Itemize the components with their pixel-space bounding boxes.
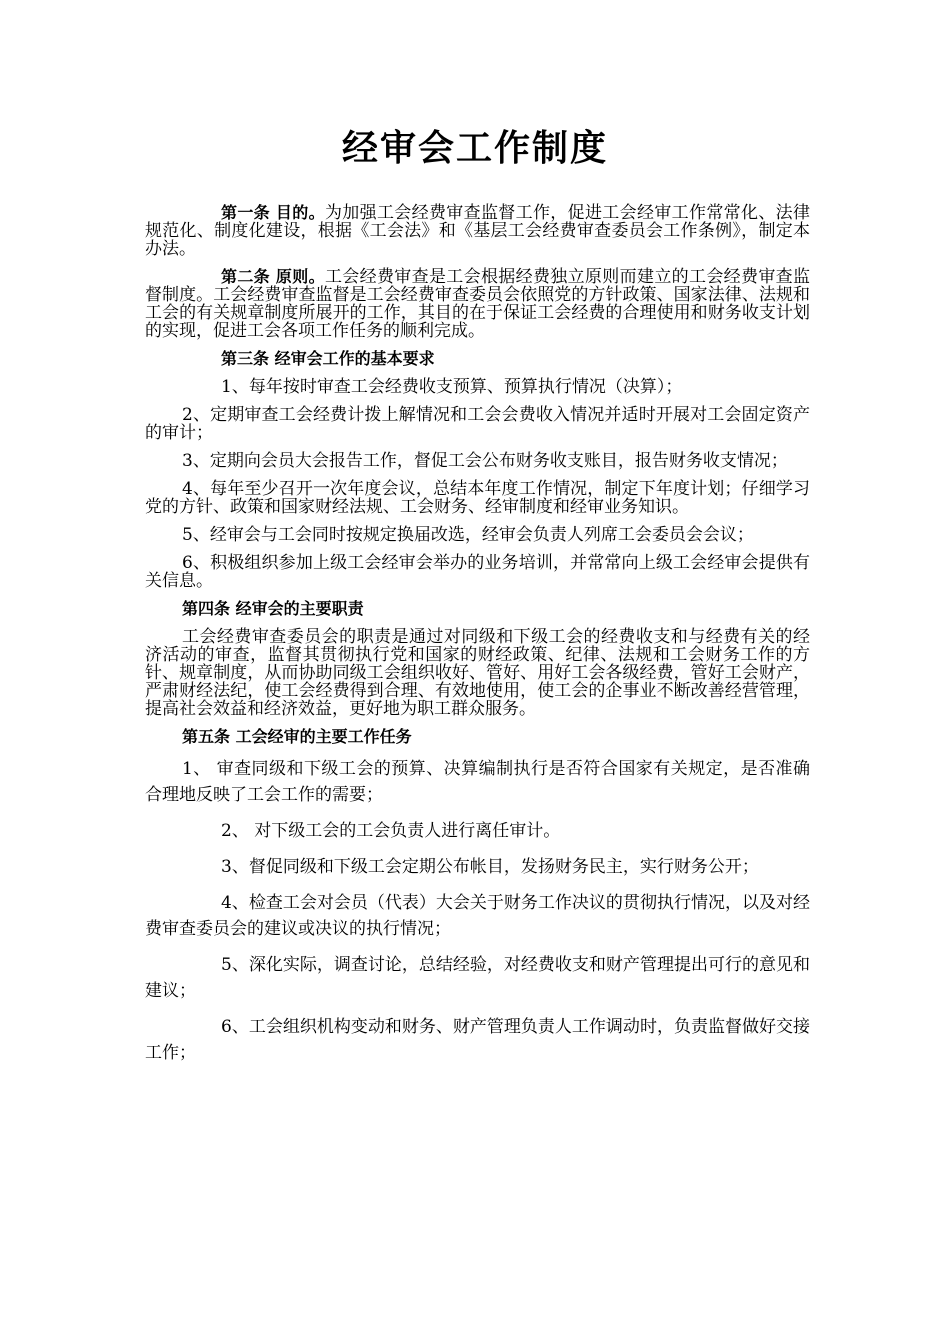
article-3-item: 1、每年按时审查工会经费收支预算、预算执行情况（决算）； xyxy=(221,377,683,397)
article-2 xyxy=(145,268,810,340)
article-3-item: 6、积极组织参加上级工会经审会举办的业务培训，并常常向上级工会经审会提供有关信息。 xyxy=(145,553,810,591)
article-3-heading: 第三条 经审会工作的基本要求 xyxy=(221,349,435,368)
article-3-item: 5、经审会与工会同时按规定换届改选，经审会负责人列席工会委员会会议； xyxy=(182,525,754,545)
article-5-item: 4、检查工会对会员（代表）大会关于财务工作决议的贯彻执行情况，以及对经费审查委员会的建议或决议的执行情况； xyxy=(145,893,810,939)
article-5-heading: 第五条 工会经审的主要工作任务 xyxy=(182,727,412,746)
document-body xyxy=(145,204,810,1076)
article-1-text: 为加强工会经费审查监督工作，促进工会经审工作常常化、法律规范化、制度化建设，根据《工会法》和《基层工会经费审查委员会工作条例》，制定本办法。 xyxy=(145,203,811,259)
document-title: 经审会工作制度 xyxy=(341,128,608,169)
article-5-item: 5、深化实际，调查讨论，总结经验，对经费收支和财产管理提出可行的意见和建议； xyxy=(145,955,810,1001)
article-4-text: 工会经费审查委员会的职责是通过对同级和下级工会的经费收支和与经费有关的经济活动的审查，监督其贯彻执行党和国家的财经政策、纪律、法规和工会财务工作的方针、规章制度，从而协助同级工会组织收好、管好、用好工会各级经费，管好工会财产，严肃财经法纪，使工会经费得到合理、有效地使用，使工会的企事业不断改善经营管理，提高社会效益和经济效益，更好地为职工群众服务。 xyxy=(145,627,810,719)
article-1-heading: 第一条 目的。 xyxy=(221,203,325,222)
article-5-item: 6、工会组织机构变动和财务、财产管理负责人工作调动时，负责监督做好交接工作； xyxy=(145,1017,810,1063)
article-3-item: 2、定期审查工会经费计拨上解情况和工会会费收入情况并适时开展对工会固定资产的审计； xyxy=(145,405,810,443)
article-3-item: 4、每年至少召开一次年度会议，总结本年度工作情况，制定下年度计划；仔细学习党的方针、政策和国家财经法规、工会财务、经审制度和经审业务知识。 xyxy=(145,479,810,517)
article-5-item: 2、 对下级工会的工会负责人进行离任审计。 xyxy=(221,821,561,841)
article-5-item: 3、督促同级和下级工会定期公布帐目，发扬财务民主，实行财务公开； xyxy=(221,857,759,877)
article-3-item: 3、定期向会员大会报告工作，督促工会公布财务收支账目，报告财务收支情况； xyxy=(182,451,788,471)
article-1 xyxy=(145,204,810,258)
article-2-heading: 第二条 原则。 xyxy=(221,267,325,286)
article-2-text: 工会经费审查是工会根据经费独立原则而建立的工会经费审查监督制度。工会经费审查监督是工会经费审查委员会依照党的方针政策、国家法律、法规和工会的有关规章制度所展开的工作，其目的在于保证工会经费的合理使用和财务收支计划的实现，促进工会各项工作任务的顺利完成。 xyxy=(145,267,811,341)
article-4-heading: 第四条 经审会的主要职责 xyxy=(182,599,364,618)
article-5-item: 1、 审查同级和下级工会的预算、决算编制执行是否符合国家有关规定，是否准确合理地反映了工会工作的需要； xyxy=(145,759,810,805)
